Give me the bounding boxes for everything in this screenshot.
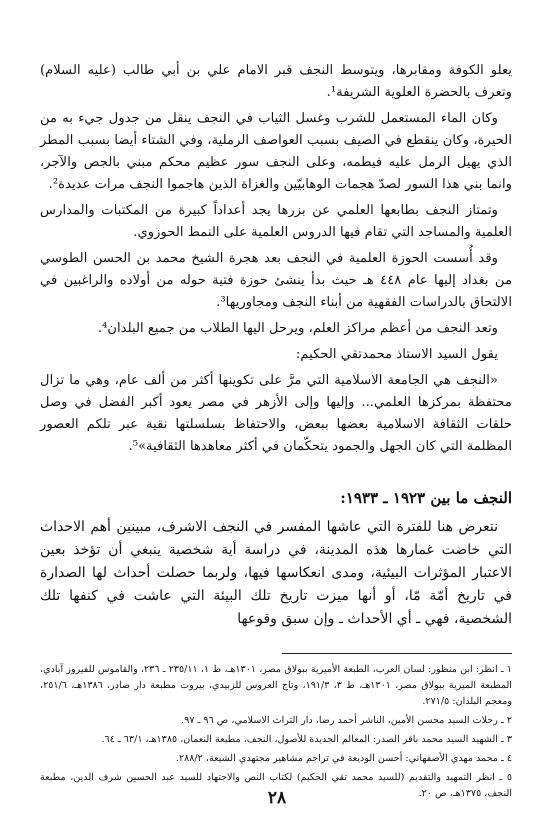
footnote-4: ٤ ـ محمد مهدي الأصفهاني: أحسن الوديعة في تراجم مشاهير مجتهدي الشيعة، ٢٨٨/٢. <box>175 753 512 764</box>
footnote-5: ٥ ـ انظر التمهيد والتقديم (للسيد محمد تقي الحكيم) لكتاب النص والاجتهاد للسيد عبد الحسين شرف الدين، مطبعة النجف، ١٣٧٥هـ، ص ٢٠. <box>40 772 512 799</box>
quote-paragraph: «النجف هي الجامعة الاسلامية التي مرَّ على تكوينها أكثر من ألف عام، وهي ما تزال محتفظة بمركزها العلمي... وإليها وإلى الأزهر في مصر يعود أكبر الفضل في وصل حلقات الثقافة الاسلامية بعضها ببعض، والاحتفاظ بسلسلتها نقية عبر تلكم العصور المظلمة التي كان الجهل والجمود يتحكّمان في أكثر معاهدها الثقافية»⁵. <box>40 373 512 454</box>
paragraph-1: يعلو الكوفة ومقابرها، ويتوسط النجف قبر الامام علي بن أبي طالب (عليه السلام) وتعرف بالحضرة العلوية الشريفة¹. <box>40 63 512 100</box>
body-text <box>40 60 512 458</box>
paragraph-3: وتمتاز النجف بطابعها العلمي عن بزرها يجد أعداداً كبيرة من المكتبات والمدارس العلمية والمساجد التي تقام فيها الدروس العلمية على النمط الحوزوي. <box>40 203 512 240</box>
footnotes <box>40 662 512 802</box>
paragraph-5: وتعد النجف من أعظم مراكز العلم، ويرحل اليها الطلاب من جميع البلدان⁴. <box>97 321 498 336</box>
paragraph-4: وقد أُسست الحوزة العلمية في النجف بعد هجرة الشيخ محمد بن الحسن الطوسي من بغداد إليها عام ٤٤٨ هـ حيث بدأ ينشئ حوزة فتية حوله من أولاده والراغبين في الالتحاق بالدراسات الفقهية من أبناء النجف ومجاوريها³. <box>40 251 513 310</box>
section-text <box>40 516 512 631</box>
paragraph-2: وكان الماء المستعمل للشرب وغسل الثياب في النجف ينقل من جدول جيء به من الحيرة، وكان ينقطع في الصيف بسبب العواصف الرملية، وفي الشتاء أيضا بسبب المطر الذي يهيل الرمل عليه فيطمه، وعلى النجف سور عظيم محكم مبني بالجص والآجر، وانما بني هذا السور لصدّ هجمات الوهابيّين والغزاة الذين هاجموا النجف مرات عديدة². <box>40 111 512 192</box>
footnote-2: ٢ ـ رحلات السيد محسن الأمين، الناشر أحمد رضا، دار التراث الاسلامي، ص ٩٦ ـ ٩٧. <box>181 715 512 726</box>
section-paragraph: نتعرض هنا للفترة التي عاشها المفسر في النجف الاشرف، مبينين أهم الاحداث التي خاضت غمارها هذه المدينة، في دراسة أية شخصية ينبغي أن تؤخذ بعين الاعتبار المؤثرات البيئية، ومدى انعكاسها فيها، ولربما حصلت أحداث لها الصدارة في تاريخ أمّة مّا، أو أنها ميزت تاريخ تلك البيئة التي عاشت في كنفها تلك الشخصية، فهي ـ أي الأحداث ـ وإن سبق وقوعها <box>40 519 512 627</box>
page-content <box>40 60 512 805</box>
footnote-divider <box>282 653 512 654</box>
footnote-3: ٣ ـ الشهيد السيد محمد باقر الصدر: المعالم الجديدة للأصول، النجف، مطبعة النعمان، ١٣٨٥هـ، ٦٣/١ ـ ٦٤. <box>101 734 512 745</box>
section-heading: النجف ما بين ١٩٢٣ ـ ١٩٣٣: <box>340 489 512 507</box>
page-number: ٢٨ <box>267 788 287 808</box>
paragraph-6: يقول السيد الاستاذ محمدتقي الحكيم: <box>295 347 498 362</box>
footnote-1: ١ ـ انظر: ابن منظور: لسان العرب، الطبعة الأميرية ببولاق مصر، ١٣٠١هـ، ط ١، ٢٣٥/١١ ـ ٢٣٦، والقاموس للفيروز آبادي، المطبعة الميرية ببولاق مصر، ١٣٠١هـ، ط ٣، ١٩١/٣، وتاج العروس للزبيدي، بيروت مطبعة دار صادر، ١٣٨٦هـ، ٢٥١/٦، ومعجم البلدان: ٢٧١/٥. <box>40 664 512 707</box>
